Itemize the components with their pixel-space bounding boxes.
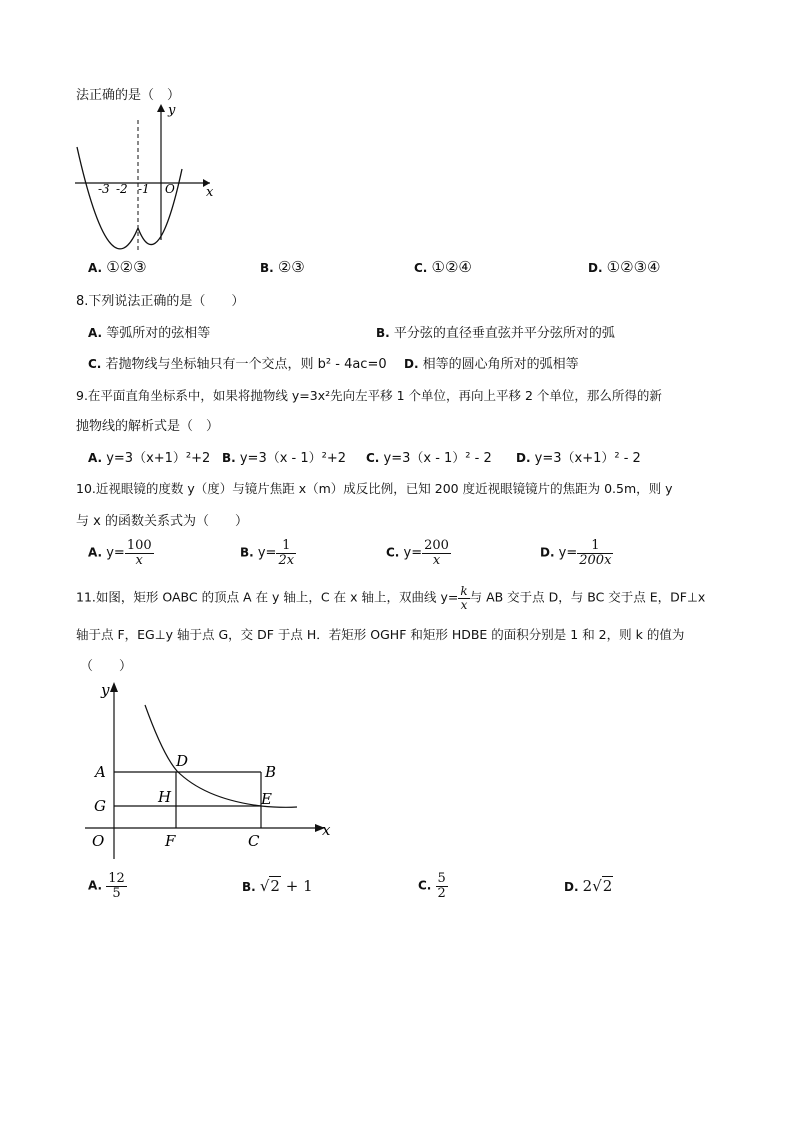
q7-tick: -1 xyxy=(138,182,150,196)
q10-stem-line1: 10.近视眼镜的度数 y（度）与镜片焦距 x（m）成反比例，已知 200 度近视眼镜镜片的焦距为 0.5m，则 y xyxy=(76,481,673,496)
q7-option-a[interactable]: A. ①②③ xyxy=(88,258,147,276)
q9-option-b[interactable]: B. y=3（x - 1）²+2 xyxy=(222,451,347,466)
fraction: $\frac{k}{x}$ xyxy=(460,584,468,612)
fraction: $\frac{100}{x}$ xyxy=(126,538,152,568)
point-g-label: G xyxy=(94,797,106,815)
q11-stem-line1: 11.如图，矩形 OABC 的顶点 A 在 y 轴上，C 在 x 轴上，双曲线 y= $\frac{k}{x}$ 与 AB 交于点 D，与 BC 交于点 E，DF⊥x xyxy=(76,584,706,612)
origin-label: O xyxy=(92,832,105,850)
q11-stem-line2: 轴于点 F，EG⊥y 轴于点 G，交 DF 于点 H．若矩形 OGHF 和矩形 HDBE 的面积分别是 1 和 2，则 k 的值为 xyxy=(76,627,685,642)
q11-option-a[interactable]: A. $\frac{12}{5}$ xyxy=(88,871,125,901)
q8-stem: 8.下列说法正确的是（ ） xyxy=(76,294,245,309)
y-axis-arrow-icon xyxy=(157,104,165,112)
fraction: $\frac{1}{200x}$ xyxy=(579,538,612,568)
q9-stem-line1: 9.在平面直角坐标系中，如果将抛物线 y=3x²先向左平移 1 个单位，再向上平移 2 个单位，那么所得的新 xyxy=(76,388,662,403)
q8-option-c[interactable]: C. 若抛物线与坐标轴只有一个交点，则 b² - 4ac=0 xyxy=(88,357,387,372)
q7-origin-label: O xyxy=(165,182,175,196)
q7-option-c[interactable]: C. ①②④ xyxy=(414,258,472,276)
q9-option-d[interactable]: D. y=3（x+1）² - 2 xyxy=(516,451,641,466)
q11-option-b[interactable]: B. √2 + 1 xyxy=(242,877,313,895)
q11-rectangle-hyperbola-figure xyxy=(85,675,335,860)
q8-option-a[interactable]: A. 等弧所对的弦相等 xyxy=(88,326,211,341)
fraction: $\frac{12}{5}$ xyxy=(108,871,125,901)
radical-sign-icon: √ xyxy=(259,877,270,895)
y-axis-arrow-icon xyxy=(110,682,118,692)
square-root-expression: 2√2 xyxy=(582,877,613,895)
q10-option-a[interactable]: A. y= $\frac{100}{x}$ xyxy=(88,538,152,568)
q9-option-a[interactable]: A. y=3（x+1）²+2 xyxy=(88,451,211,466)
q7-stem-tail: 法正确的是（ ） xyxy=(76,88,181,103)
fraction: $\frac{200}{x}$ xyxy=(424,538,449,568)
point-e-label: E xyxy=(261,790,272,808)
point-a-label: A xyxy=(95,763,106,781)
fraction: $\frac{5}{2}$ xyxy=(437,871,446,901)
point-b-label: B xyxy=(265,763,277,781)
fraction: $\frac{1}{2x}$ xyxy=(278,538,295,568)
q9-stem-line2: 抛物线的解析式是（ ） xyxy=(76,419,220,434)
q10-option-c[interactable]: C. y= $\frac{200}{x}$ xyxy=(386,538,449,568)
point-c-label: C xyxy=(248,832,260,850)
q7-option-b[interactable]: B. ②③ xyxy=(260,258,305,276)
q10-option-b[interactable]: B. y= $\frac{1}{2x}$ xyxy=(240,538,295,568)
q11-option-c[interactable]: C. $\frac{5}{2}$ xyxy=(418,871,446,901)
q7-tick: -3 xyxy=(98,182,110,196)
q7-tick: -2 xyxy=(116,182,128,196)
q7-x-label: x xyxy=(206,185,214,200)
q7-option-d[interactable]: D. ①②③④ xyxy=(588,258,661,276)
q7-y-label: y xyxy=(168,103,176,118)
q10-stem-line2: 与 x 的函数关系式为（ ） xyxy=(76,514,248,529)
q10-option-d[interactable]: D. y= $\frac{1}{200x}$ xyxy=(540,538,612,568)
q9-option-c[interactable]: C. y=3（x - 1）² - 2 xyxy=(366,451,492,466)
q11-stem-line3: （ ） xyxy=(80,659,133,674)
q11-x-label: x xyxy=(322,821,331,839)
q8-option-b[interactable]: B. 平分弦的直径垂直弦并平分弦所对的弧 xyxy=(376,326,615,341)
square-root-expression: √2 + 1 xyxy=(259,877,313,895)
q11-y-label: y xyxy=(101,681,110,699)
q8-option-d[interactable]: D. 相等的圆心角所对的弧相等 xyxy=(404,357,579,372)
q7-parabola-graph xyxy=(70,100,230,255)
q11-option-d[interactable]: D. 2√2 xyxy=(564,877,613,895)
point-h-label: H xyxy=(158,788,172,806)
point-f-label: F xyxy=(165,832,176,850)
radical-sign-icon: √ xyxy=(592,877,602,895)
point-d-label: D xyxy=(176,752,189,770)
